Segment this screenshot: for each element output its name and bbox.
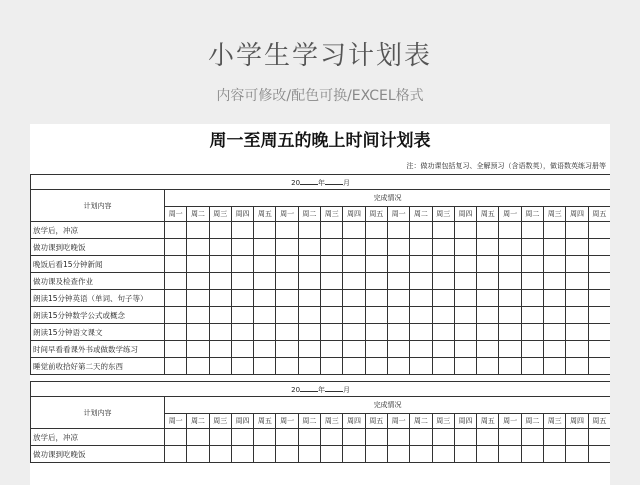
- plan-table-1: [30, 174, 610, 375]
- weekday-header: 周四: [343, 414, 365, 429]
- weekday-header: 周二: [521, 207, 543, 222]
- check-cell[interactable]: [165, 429, 187, 446]
- date-row: 20 年 月: [31, 382, 611, 397]
- check-cell[interactable]: [566, 358, 588, 375]
- check-cell[interactable]: [521, 307, 543, 324]
- check-cell[interactable]: [187, 222, 209, 239]
- check-cell[interactable]: [588, 256, 610, 273]
- check-cell[interactable]: [588, 222, 610, 239]
- check-cell[interactable]: [477, 358, 499, 375]
- weekday-header: 周二: [298, 414, 320, 429]
- check-cell[interactable]: [365, 239, 387, 256]
- check-cell[interactable]: [566, 341, 588, 358]
- check-cell[interactable]: [410, 256, 432, 273]
- check-cell[interactable]: [477, 239, 499, 256]
- check-cell[interactable]: [521, 358, 543, 375]
- check-cell[interactable]: [365, 358, 387, 375]
- weekday-header: 周五: [588, 207, 610, 222]
- check-cell[interactable]: [343, 446, 365, 463]
- check-cell[interactable]: [521, 256, 543, 273]
- weekday-header: 周二: [410, 207, 432, 222]
- check-cell[interactable]: [544, 256, 566, 273]
- check-cell[interactable]: [276, 446, 298, 463]
- check-cell[interactable]: [165, 324, 187, 341]
- check-cell[interactable]: [365, 256, 387, 273]
- check-cell[interactable]: [566, 429, 588, 446]
- check-cell[interactable]: [588, 307, 610, 324]
- check-cell[interactable]: [209, 324, 231, 341]
- check-cell[interactable]: [521, 290, 543, 307]
- weekday-header: 周五: [588, 414, 610, 429]
- check-cell[interactable]: [566, 290, 588, 307]
- weekday-header: 周四: [454, 207, 476, 222]
- check-cell[interactable]: [477, 273, 499, 290]
- check-cell[interactable]: [566, 307, 588, 324]
- task-row: [31, 290, 611, 307]
- check-cell[interactable]: [521, 273, 543, 290]
- check-cell[interactable]: [231, 290, 253, 307]
- check-cell[interactable]: [588, 324, 610, 341]
- check-cell[interactable]: [521, 341, 543, 358]
- check-cell[interactable]: [298, 273, 320, 290]
- task-label: 晚饭后看15分钟新闻: [31, 256, 165, 273]
- check-cell[interactable]: [410, 290, 432, 307]
- check-cell[interactable]: [254, 446, 276, 463]
- task-label: 做功课到吃晚饭: [31, 239, 165, 256]
- check-cell[interactable]: [432, 446, 454, 463]
- check-cell[interactable]: [343, 256, 365, 273]
- check-cell[interactable]: [477, 429, 499, 446]
- check-cell[interactable]: [588, 273, 610, 290]
- check-cell[interactable]: [544, 273, 566, 290]
- check-cell[interactable]: [209, 307, 231, 324]
- check-cell[interactable]: [365, 341, 387, 358]
- check-cell[interactable]: [544, 222, 566, 239]
- check-cell[interactable]: [588, 239, 610, 256]
- check-cell[interactable]: [566, 256, 588, 273]
- date-row: 20 年 月: [31, 175, 611, 190]
- check-cell[interactable]: [254, 222, 276, 239]
- check-cell[interactable]: [499, 324, 521, 341]
- check-cell[interactable]: [588, 358, 610, 375]
- plan-content-header: 计划内容: [31, 190, 165, 222]
- check-cell[interactable]: [410, 222, 432, 239]
- check-cell[interactable]: [343, 273, 365, 290]
- check-cell[interactable]: [499, 222, 521, 239]
- check-cell[interactable]: [321, 341, 343, 358]
- weekday-header: 周五: [477, 414, 499, 429]
- check-cell[interactable]: [477, 307, 499, 324]
- check-cell[interactable]: [231, 341, 253, 358]
- check-cell[interactable]: [410, 273, 432, 290]
- check-cell[interactable]: [365, 273, 387, 290]
- check-cell[interactable]: [410, 324, 432, 341]
- check-cell[interactable]: [231, 273, 253, 290]
- weekday-header: 周五: [365, 414, 387, 429]
- check-cell[interactable]: [231, 256, 253, 273]
- check-cell[interactable]: [231, 358, 253, 375]
- plan-blocks: [30, 174, 610, 463]
- task-row: [31, 222, 611, 239]
- task-label: 朗读15分钟数学公式或概念: [31, 307, 165, 324]
- weekday-header: 周三: [432, 207, 454, 222]
- task-label: 做功课及检查作业: [31, 273, 165, 290]
- check-cell[interactable]: [477, 341, 499, 358]
- check-cell[interactable]: [209, 222, 231, 239]
- check-cell[interactable]: [231, 446, 253, 463]
- check-cell[interactable]: [298, 307, 320, 324]
- check-cell[interactable]: [544, 358, 566, 375]
- check-cell[interactable]: [387, 341, 409, 358]
- weekday-header: 周三: [321, 207, 343, 222]
- check-cell[interactable]: [499, 429, 521, 446]
- check-cell[interactable]: [298, 324, 320, 341]
- check-cell[interactable]: [298, 239, 320, 256]
- check-cell[interactable]: [231, 239, 253, 256]
- check-cell[interactable]: [432, 290, 454, 307]
- check-cell[interactable]: [365, 222, 387, 239]
- check-cell[interactable]: [387, 307, 409, 324]
- check-cell[interactable]: [321, 358, 343, 375]
- plan-content-header: 计划内容: [31, 397, 165, 429]
- task-row: [31, 446, 611, 463]
- check-cell[interactable]: [298, 446, 320, 463]
- check-cell[interactable]: [566, 324, 588, 341]
- weekday-header: 周三: [544, 207, 566, 222]
- check-cell[interactable]: [231, 324, 253, 341]
- check-cell[interactable]: [187, 446, 209, 463]
- check-cell[interactable]: [432, 429, 454, 446]
- check-cell[interactable]: [588, 446, 610, 463]
- check-cell[interactable]: [387, 290, 409, 307]
- check-cell[interactable]: [410, 446, 432, 463]
- task-label: 时间早看看课外书或做数学练习: [31, 341, 165, 358]
- check-cell[interactable]: [544, 446, 566, 463]
- check-cell[interactable]: [187, 341, 209, 358]
- check-cell[interactable]: [387, 358, 409, 375]
- check-cell[interactable]: [298, 341, 320, 358]
- weekday-header: 周一: [387, 207, 409, 222]
- check-cell[interactable]: [254, 273, 276, 290]
- check-cell[interactable]: [298, 290, 320, 307]
- check-cell[interactable]: [432, 239, 454, 256]
- check-cell[interactable]: [432, 324, 454, 341]
- task-row: [31, 429, 611, 446]
- check-cell[interactable]: [499, 256, 521, 273]
- check-cell[interactable]: [321, 307, 343, 324]
- check-cell[interactable]: [588, 429, 610, 446]
- task-label: 朗读15分钟语文课文: [31, 324, 165, 341]
- weekday-header: 周五: [254, 414, 276, 429]
- check-cell[interactable]: [187, 273, 209, 290]
- check-cell[interactable]: [432, 307, 454, 324]
- check-cell[interactable]: [231, 222, 253, 239]
- check-cell[interactable]: [254, 341, 276, 358]
- check-cell[interactable]: [544, 341, 566, 358]
- weekday-header: 周一: [276, 207, 298, 222]
- weekday-header: 周四: [566, 207, 588, 222]
- check-cell[interactable]: [477, 290, 499, 307]
- check-cell[interactable]: [165, 341, 187, 358]
- check-cell[interactable]: [544, 429, 566, 446]
- check-cell[interactable]: [544, 324, 566, 341]
- weekday-header: 周三: [544, 414, 566, 429]
- weekday-header: 周二: [521, 414, 543, 429]
- weekday-header: 周一: [165, 414, 187, 429]
- check-cell[interactable]: [209, 273, 231, 290]
- check-cell[interactable]: [165, 222, 187, 239]
- check-cell[interactable]: [588, 341, 610, 358]
- check-cell[interactable]: [454, 222, 476, 239]
- weekday-header: 周五: [365, 207, 387, 222]
- check-cell[interactable]: [566, 222, 588, 239]
- sheet-note: 注：做功课包括复习、全解预习（含语数英），做语数英练习册等: [406, 162, 606, 170]
- check-cell[interactable]: [544, 239, 566, 256]
- check-cell[interactable]: [209, 358, 231, 375]
- weekday-header: 周二: [187, 414, 209, 429]
- check-cell[interactable]: [231, 307, 253, 324]
- check-cell[interactable]: [298, 358, 320, 375]
- check-cell[interactable]: [187, 290, 209, 307]
- check-cell[interactable]: [254, 290, 276, 307]
- check-cell[interactable]: [209, 446, 231, 463]
- check-cell[interactable]: [499, 446, 521, 463]
- check-cell[interactable]: [209, 239, 231, 256]
- check-cell[interactable]: [477, 256, 499, 273]
- weekday-header: 周二: [187, 207, 209, 222]
- check-cell[interactable]: [387, 273, 409, 290]
- check-cell[interactable]: [365, 324, 387, 341]
- check-cell[interactable]: [343, 239, 365, 256]
- check-cell[interactable]: [454, 256, 476, 273]
- check-cell[interactable]: [343, 358, 365, 375]
- check-cell[interactable]: [254, 324, 276, 341]
- check-cell[interactable]: [321, 290, 343, 307]
- page-subtitle: 内容可修改/配色可换/EXCEL格式: [216, 88, 424, 104]
- check-cell[interactable]: [187, 256, 209, 273]
- check-cell[interactable]: [387, 324, 409, 341]
- sheet-title: 周一至周五的晚上时间计划表: [209, 131, 431, 151]
- check-cell[interactable]: [343, 429, 365, 446]
- check-cell[interactable]: [454, 429, 476, 446]
- check-cell[interactable]: [454, 307, 476, 324]
- weekday-header: 周五: [254, 207, 276, 222]
- weekday-header: 周一: [387, 414, 409, 429]
- check-cell[interactable]: [343, 307, 365, 324]
- task-row: [31, 341, 611, 358]
- task-row: [31, 358, 611, 375]
- check-cell[interactable]: [165, 239, 187, 256]
- page-header: [0, 0, 640, 124]
- completion-header: 完成情况: [165, 397, 611, 414]
- check-cell[interactable]: [365, 429, 387, 446]
- check-cell[interactable]: [454, 273, 476, 290]
- check-cell[interactable]: [276, 341, 298, 358]
- check-cell[interactable]: [410, 239, 432, 256]
- check-cell[interactable]: [321, 429, 343, 446]
- check-cell[interactable]: [187, 429, 209, 446]
- check-cell[interactable]: [432, 222, 454, 239]
- check-cell[interactable]: [254, 256, 276, 273]
- task-label: 朗读15分钟英语（单词、句子等）: [31, 290, 165, 307]
- check-cell[interactable]: [432, 358, 454, 375]
- weekday-header: 周二: [298, 207, 320, 222]
- check-cell[interactable]: [165, 358, 187, 375]
- check-cell[interactable]: [432, 341, 454, 358]
- check-cell[interactable]: [566, 446, 588, 463]
- check-cell[interactable]: [499, 290, 521, 307]
- check-cell[interactable]: [165, 290, 187, 307]
- check-cell[interactable]: [254, 429, 276, 446]
- check-cell[interactable]: [521, 324, 543, 341]
- weekday-header: 周一: [165, 207, 187, 222]
- check-cell[interactable]: [499, 273, 521, 290]
- task-label: 睡觉前收拾好第二天的东西: [31, 358, 165, 375]
- check-cell[interactable]: [276, 307, 298, 324]
- check-cell[interactable]: [499, 307, 521, 324]
- weekday-header: 周一: [276, 414, 298, 429]
- check-cell[interactable]: [343, 222, 365, 239]
- check-cell[interactable]: [165, 273, 187, 290]
- check-cell[interactable]: [521, 239, 543, 256]
- check-cell[interactable]: [276, 222, 298, 239]
- check-cell[interactable]: [321, 446, 343, 463]
- check-cell[interactable]: [365, 307, 387, 324]
- check-cell[interactable]: [298, 256, 320, 273]
- check-cell[interactable]: [566, 239, 588, 256]
- check-cell[interactable]: [365, 446, 387, 463]
- check-cell[interactable]: [432, 273, 454, 290]
- check-cell[interactable]: [187, 239, 209, 256]
- check-cell[interactable]: [588, 290, 610, 307]
- task-row: [31, 239, 611, 256]
- check-cell[interactable]: [187, 324, 209, 341]
- check-cell[interactable]: [276, 256, 298, 273]
- check-cell[interactable]: [499, 341, 521, 358]
- weekday-header: 周四: [231, 414, 253, 429]
- check-cell[interactable]: [477, 222, 499, 239]
- check-cell[interactable]: [566, 273, 588, 290]
- weekday-header: 周四: [343, 207, 365, 222]
- check-cell[interactable]: [410, 307, 432, 324]
- check-cell[interactable]: [387, 222, 409, 239]
- check-cell[interactable]: [387, 239, 409, 256]
- check-cell[interactable]: [209, 290, 231, 307]
- check-cell[interactable]: [410, 429, 432, 446]
- check-cell[interactable]: [254, 358, 276, 375]
- check-cell[interactable]: [187, 307, 209, 324]
- check-cell[interactable]: [165, 256, 187, 273]
- weekday-header: 周三: [321, 414, 343, 429]
- check-cell[interactable]: [477, 324, 499, 341]
- weekday-header: 周三: [209, 207, 231, 222]
- check-cell[interactable]: [454, 341, 476, 358]
- weekday-header: 周三: [432, 414, 454, 429]
- task-row: [31, 256, 611, 273]
- check-cell[interactable]: [365, 290, 387, 307]
- check-cell[interactable]: [454, 324, 476, 341]
- check-cell[interactable]: [276, 239, 298, 256]
- check-cell[interactable]: [454, 290, 476, 307]
- task-row: [31, 273, 611, 290]
- weekday-header: 周一: [499, 207, 521, 222]
- check-cell[interactable]: [276, 324, 298, 341]
- check-cell[interactable]: [410, 341, 432, 358]
- check-cell[interactable]: [454, 446, 476, 463]
- check-cell[interactable]: [387, 429, 409, 446]
- check-cell[interactable]: [321, 256, 343, 273]
- weekday-header: 周一: [499, 414, 521, 429]
- task-label: 放学后，冲凉: [31, 222, 165, 239]
- task-row: [31, 307, 611, 324]
- check-cell[interactable]: [254, 307, 276, 324]
- check-cell[interactable]: [231, 429, 253, 446]
- check-cell[interactable]: [276, 429, 298, 446]
- check-cell[interactable]: [276, 358, 298, 375]
- check-cell[interactable]: [343, 290, 365, 307]
- check-cell[interactable]: [521, 429, 543, 446]
- spreadsheet-preview: [30, 124, 610, 485]
- task-label: 做功课到吃晚饭: [31, 446, 165, 463]
- check-cell[interactable]: [343, 324, 365, 341]
- check-cell[interactable]: [209, 341, 231, 358]
- check-cell[interactable]: [165, 307, 187, 324]
- check-cell[interactable]: [387, 446, 409, 463]
- check-cell[interactable]: [454, 239, 476, 256]
- check-cell[interactable]: [321, 273, 343, 290]
- weekday-header: 周五: [477, 207, 499, 222]
- check-cell[interactable]: [321, 222, 343, 239]
- check-cell[interactable]: [298, 429, 320, 446]
- check-cell[interactable]: [521, 222, 543, 239]
- page-title: 小学生学习计划表: [207, 41, 432, 71]
- task-label: 放学后，冲凉: [31, 429, 165, 446]
- weekday-header: 周四: [454, 414, 476, 429]
- check-cell[interactable]: [276, 290, 298, 307]
- check-cell[interactable]: [298, 222, 320, 239]
- check-cell[interactable]: [499, 358, 521, 375]
- check-cell[interactable]: [187, 358, 209, 375]
- check-cell[interactable]: [209, 256, 231, 273]
- weekday-header: 周二: [410, 414, 432, 429]
- completion-header: 完成情况: [165, 190, 611, 207]
- check-cell[interactable]: [321, 239, 343, 256]
- weekday-header: 周四: [566, 414, 588, 429]
- check-cell[interactable]: [209, 429, 231, 446]
- check-cell[interactable]: [410, 358, 432, 375]
- check-cell[interactable]: [544, 290, 566, 307]
- weekday-header: 周三: [209, 414, 231, 429]
- check-cell[interactable]: [321, 324, 343, 341]
- check-cell[interactable]: [343, 341, 365, 358]
- check-cell[interactable]: [254, 239, 276, 256]
- plan-table-2: [30, 381, 610, 463]
- weekday-header: 周四: [231, 207, 253, 222]
- check-cell[interactable]: [276, 273, 298, 290]
- check-cell[interactable]: [432, 256, 454, 273]
- task-row: [31, 324, 611, 341]
- check-cell[interactable]: [387, 256, 409, 273]
- check-cell[interactable]: [454, 358, 476, 375]
- check-cell[interactable]: [165, 446, 187, 463]
- check-cell[interactable]: [477, 446, 499, 463]
- check-cell[interactable]: [499, 239, 521, 256]
- check-cell[interactable]: [544, 307, 566, 324]
- check-cell[interactable]: [521, 446, 543, 463]
